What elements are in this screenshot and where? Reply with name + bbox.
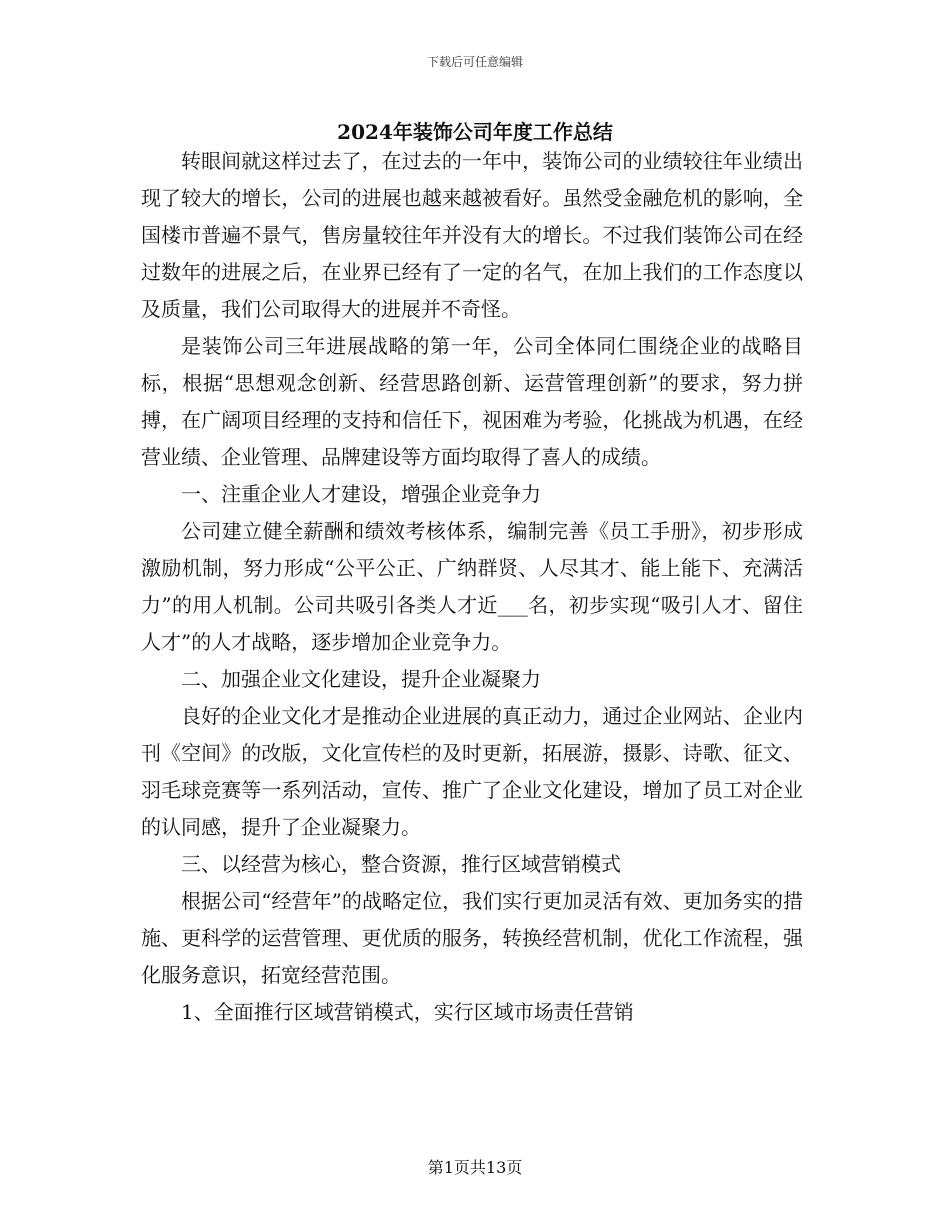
section-heading-talent: 一、注重企业人才建设，增强企业竞争力 [181,482,541,506]
header-note: 下载后可任意编辑 [426,55,523,69]
paragraph-operations: 根据公司“经营年”的战略定位，我们实行更加灵活有效、更加务实的措施、更科学的运营管理、更优质的服务，转换经营机制，优化工作流程，强化服务意识，拓宽经营范围。 [141,889,803,987]
section-heading-operations: 三、以经营为核心，整合资源，推行区域营销模式 [181,852,621,876]
subsection-heading-regional: 1、全面推行区域营销模式，实行区域市场责任营销 [181,1000,634,1024]
section-heading-culture: 二、加强企业文化建设，提升企业凝聚力 [181,667,541,691]
document-title: 2024年装饰公司年度工作总结 [337,120,613,144]
paragraph-culture: 良好的企业文化才是推动企业进展的真正动力，通过企业网站、企业内刊《空间》的改版，文化宣传栏的及时更新，拓展游，摄影、诗歌、征文、羽毛球竞赛等一系列活动，宣传、推广了企业文化建设，增加了员工对企业的认同感，提升了企业凝聚力。 [141,704,803,839]
paragraph-talent: 公司建立健全薪酬和绩效考核体系，编制完善《员工手册》，初步形成激励机制，努力形成“公平公正、广纳群贤、人尽其才、能上能下、充满活力”的用人机制。公司共吸引各类人才近___名，初步实现“吸引人才、留住人才”的人才战略，逐步增加企业竞争力。 [141,519,803,654]
paragraph-strategy: 是装饰公司三年进展战略的第一年，公司全体同仁围绕企业的战略目标，根据“思想观念创新、经营思路创新、运营管理创新”的要求，努力拼搏，在广阔项目经理的支持和信任下，视困难为考验，化挑战为机遇，在经营业绩、企业管理、品牌建设等方面均取得了喜人的成绩。 [141,334,803,469]
paragraph-intro: 转眼间就这样过去了，在过去的一年中，装饰公司的业绩较往年业绩出现了较大的增长，公司的进展也越来越被看好。虽然受金融危机的影响，全国楼市普遍不景气，售房量较往年并没有大的增长。不过我们装饰公司在经过数年的进展之后，在业界已经有了一定的名气，在加上我们的工作态度以及质量，我们公司取得大的进展并不奇怪。 [141,149,803,321]
page-footer: 第1页共13页 [427,1158,523,1177]
document-body [141,143,803,1031]
